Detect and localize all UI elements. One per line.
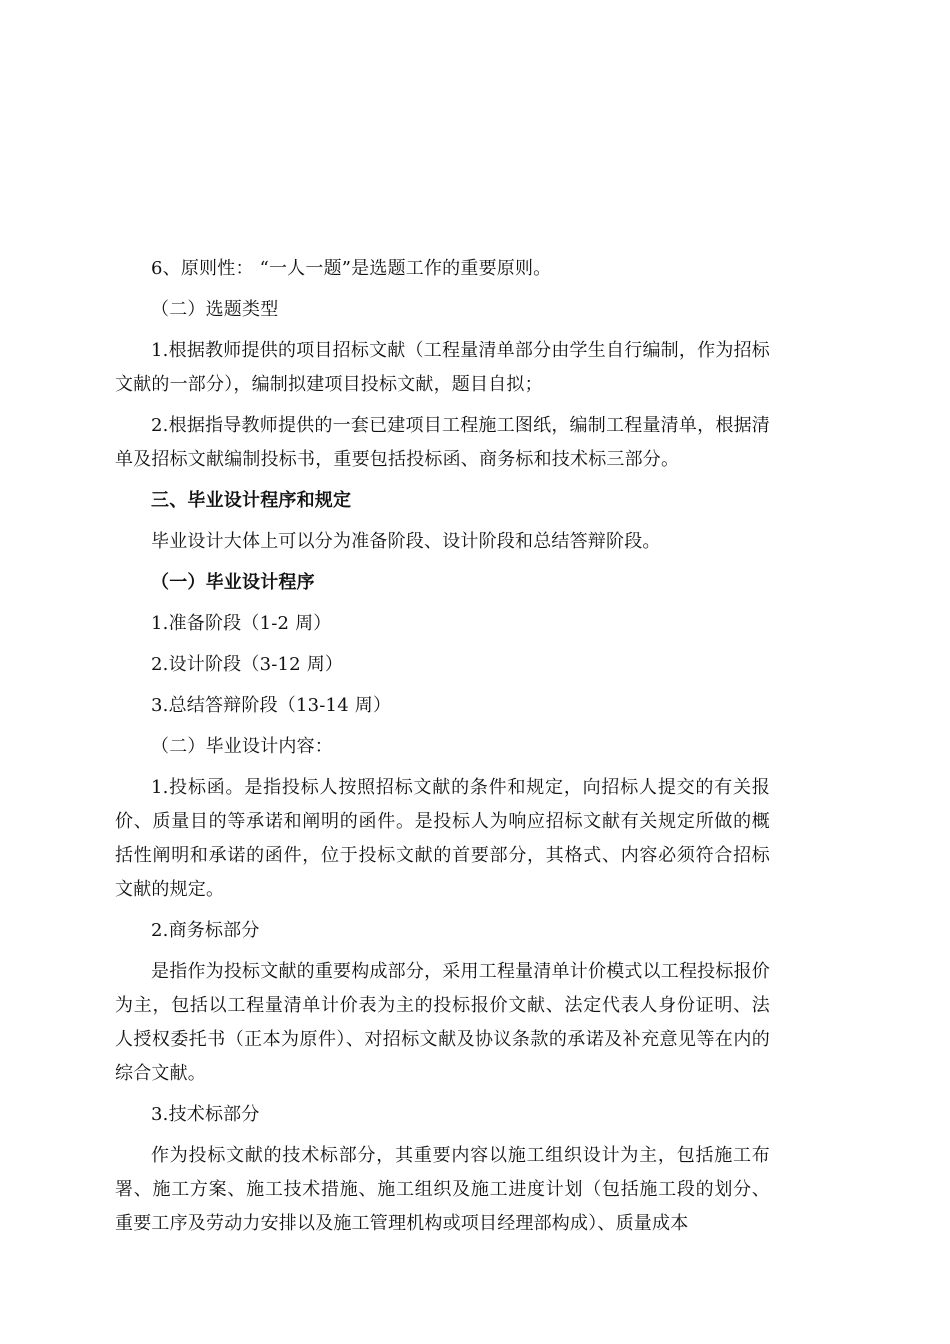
content-commercial-heading: 2.商务标部分 [151, 920, 260, 941]
content-technical-body: 作为投标文献的技术标部分，其重要内容以施工组织设计为主，包括施工布署、施工方案、施工技术措施、施工组织及施工进度计划（包括施工段的划分、重要工序及劳动力安排以及施工管理机构或项目经理部构成）、质量成本 [115, 1145, 770, 1234]
section-content-heading: （二）毕业设计内容： [151, 736, 333, 757]
principle-item-6: 6、原则性： “一人一题”是选题工作的重要原则。 [151, 258, 552, 279]
section-topic-types-heading: （二）选题类型 [151, 299, 279, 320]
chapter-3-heading: 三、毕业设计程序和规定 [151, 490, 352, 511]
content-technical-heading: 3.技术标部分 [151, 1104, 260, 1125]
topic-type-2: 2.根据指导教师提供的一套已建项目工程施工图纸，编制工程量清单，根据清单及招标文献编制投标书，重要包括投标函、商务标和技术标三部分。 [115, 415, 770, 470]
document-page [115, 252, 770, 1248]
stage-preparation: 1.准备阶段（1-2 周） [151, 613, 332, 634]
stages-overview: 毕业设计大体上可以分为准备阶段、设计阶段和总结答辩阶段。 [151, 531, 661, 552]
topic-type-1: 1.根据教师提供的项目招标文献（工程量清单部分由学生自行编制，作为招标文献的一部分），编制拟建项目投标文献，题目自拟； [115, 340, 770, 395]
stage-design: 2.设计阶段（3-12 周） [151, 654, 344, 675]
content-commercial-body: 是指作为投标文献的重要构成部分，采用工程量清单计价模式以工程投标报价为主，包括以工程量清单计价表为主的投标报价文献、法定代表人身份证明、法人授权委托书（正本为原件）、对招标文献及协议条款的承诺及补充意见等在内的综合文献。 [115, 961, 770, 1084]
section-procedure-heading: （一）毕业设计程序 [151, 572, 315, 593]
content-bid-letter: 1.投标函。是指投标人按照招标文献的条件和规定，向招标人提交的有关报价、质量目的等承诺和阐明的函件。是投标人为响应招标文献有关规定所做的概括性阐明和承诺的函件，位于投标文献的首要部分，其格式、内容必须符合招标文献的规定。 [115, 777, 770, 900]
stage-defense: 3.总结答辩阶段（13-14 周） [151, 695, 392, 716]
